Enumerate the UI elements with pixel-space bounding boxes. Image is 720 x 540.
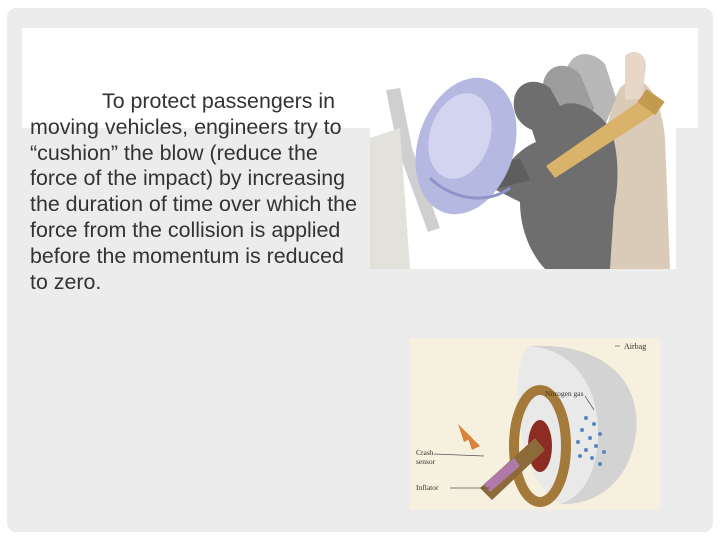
label-crash-sensor-2: sensor bbox=[416, 457, 436, 466]
label-inflator: Inflator bbox=[416, 483, 439, 492]
label-nitrogen-gas: Nitrogen gas bbox=[545, 389, 584, 398]
label-crash-sensor-1: Crash bbox=[416, 448, 434, 457]
body-text-content: To protect passengers in moving vehicles, engineers try to “cushion” the blow (reduce the force of the impact) by increasing the duration of time over which the force from the collision is applied before the momentum is reduced to zero. bbox=[30, 89, 357, 294]
airbag-crash-illustration bbox=[370, 28, 676, 269]
body-text bbox=[30, 89, 360, 295]
label-airbag: Airbag bbox=[624, 342, 647, 351]
airbag-system-diagram bbox=[410, 338, 660, 510]
